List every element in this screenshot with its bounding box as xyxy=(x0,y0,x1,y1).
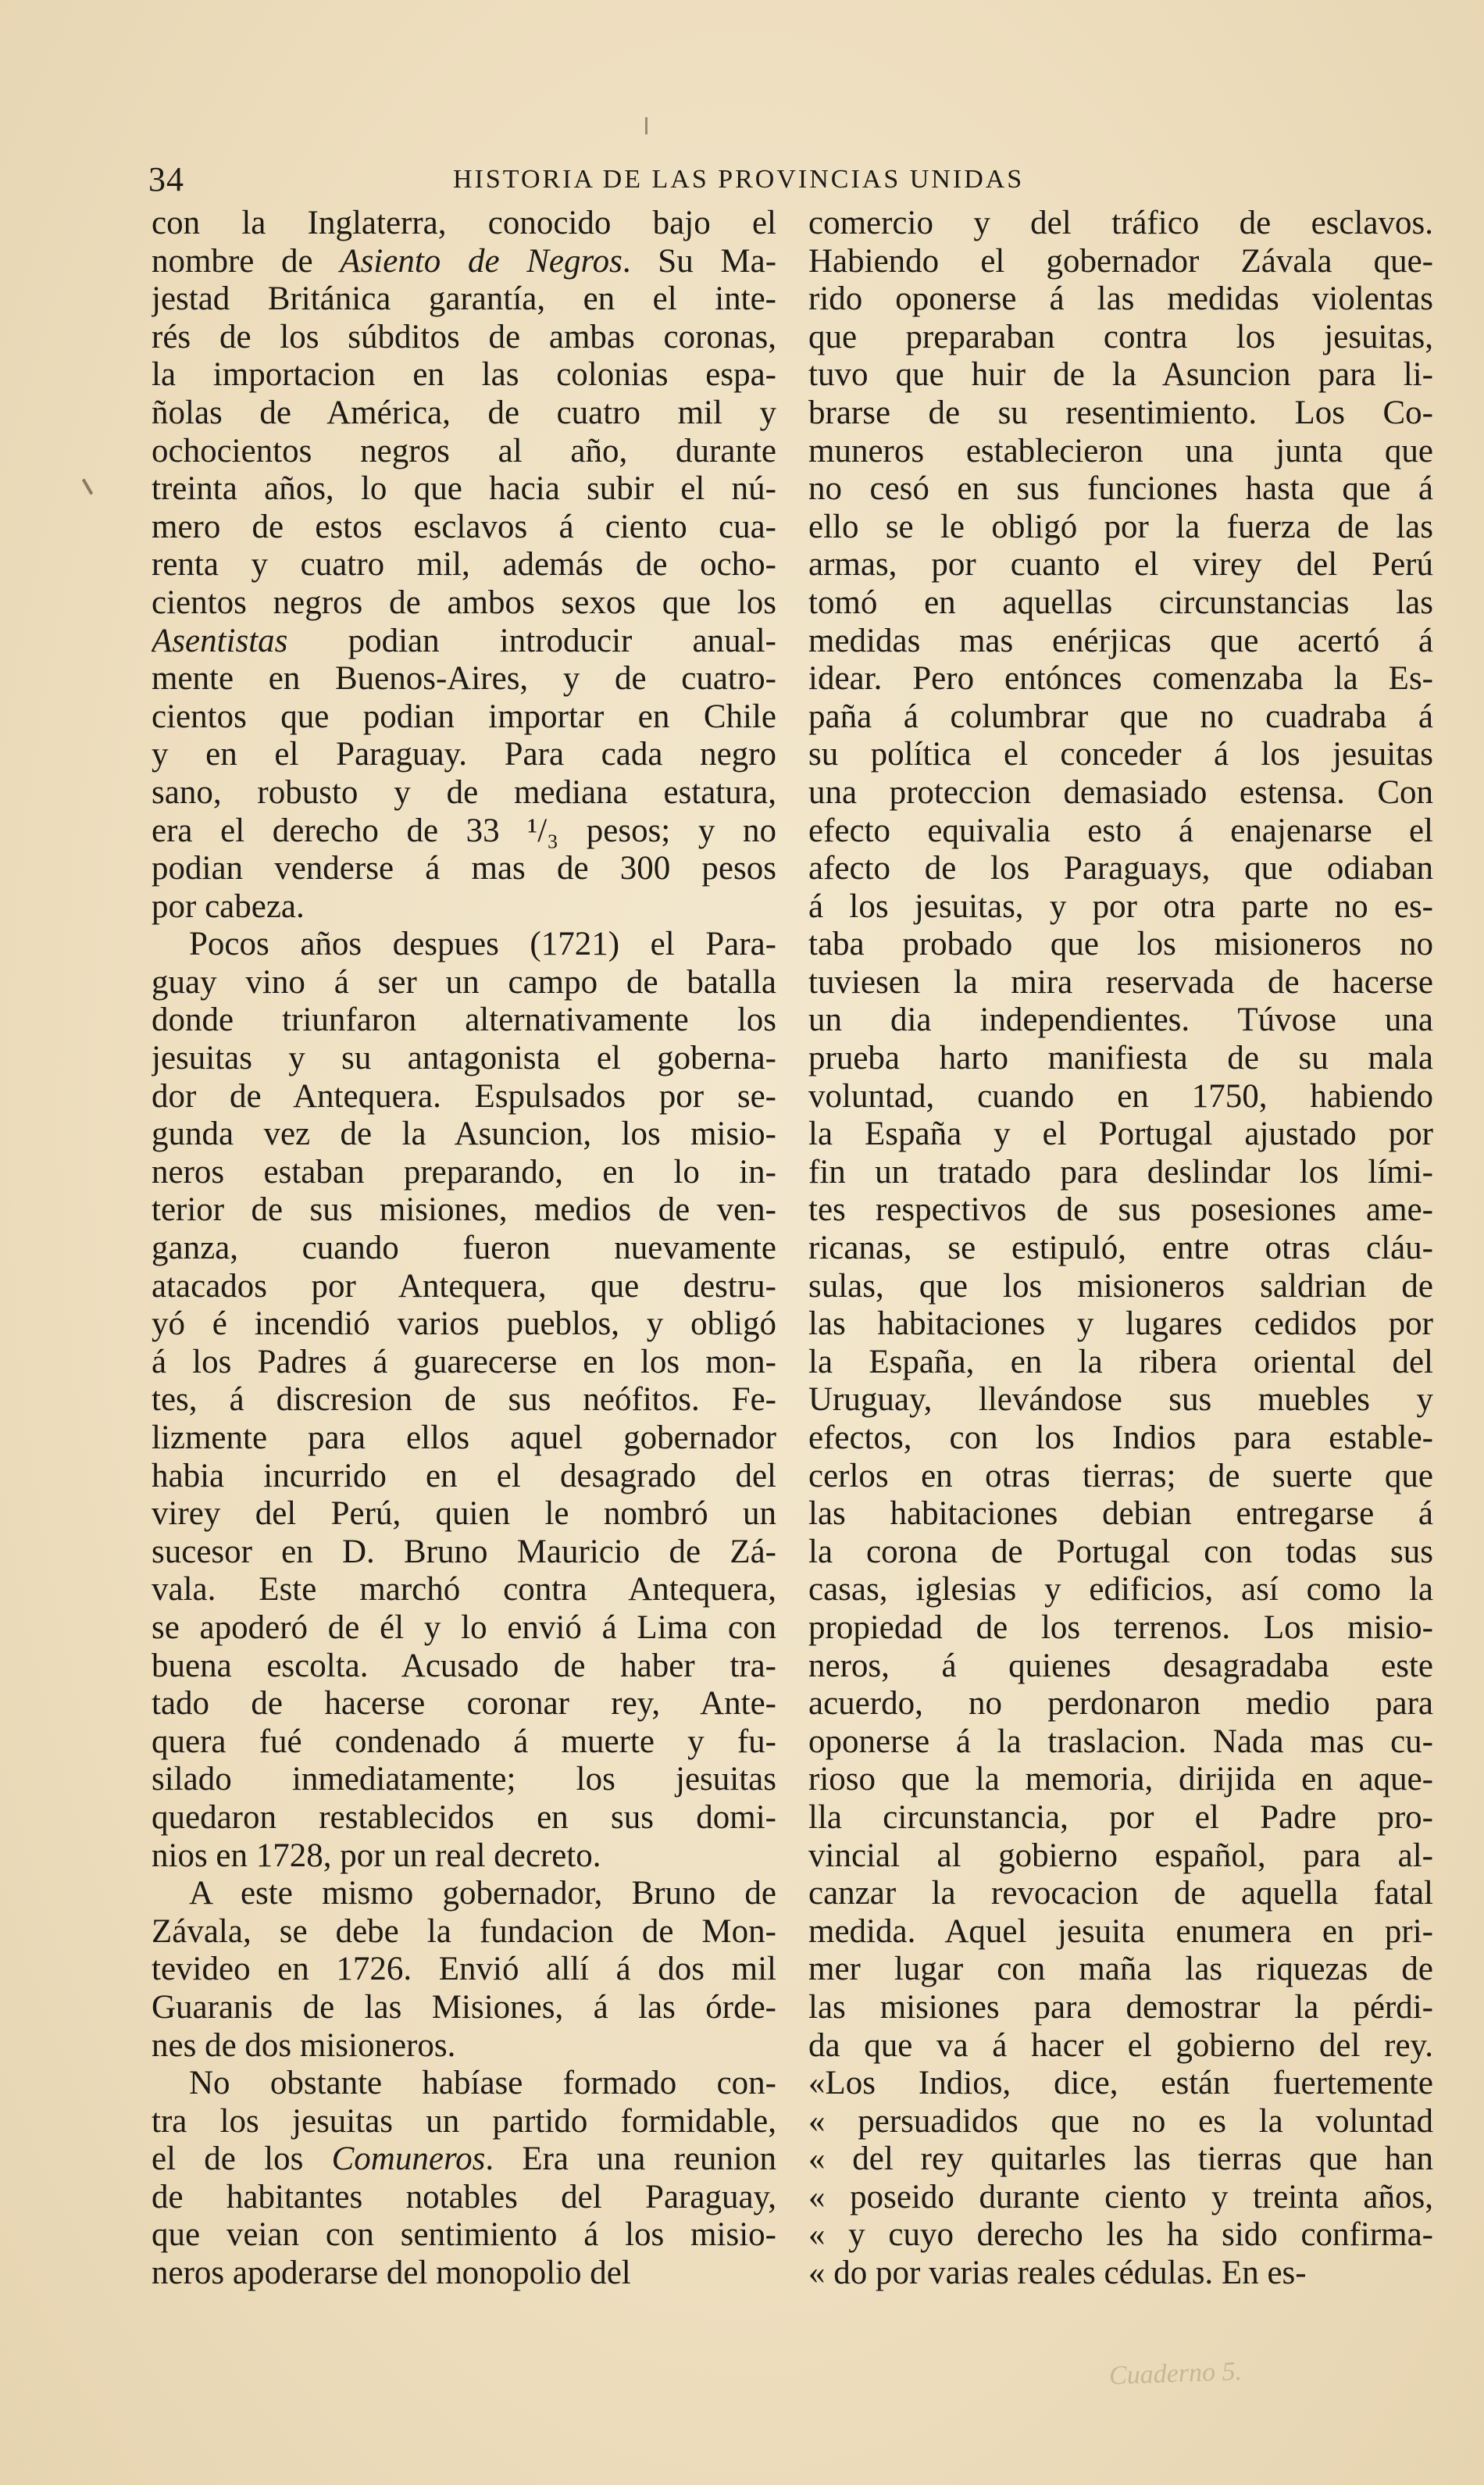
text-line: no cesó en sus funciones hasta que á xyxy=(808,470,1433,508)
text-line: vincial al gobierno español, para al- xyxy=(808,1837,1433,1874)
text-line: medida. Aquel jesuita enumera en pri- xyxy=(808,1912,1433,1950)
text-line: tado de hacerse coronar rey, Ante- xyxy=(152,1685,776,1723)
text-line: neros apoderarse del monopolio del xyxy=(152,2255,631,2292)
text-line: un dia independientes. Túvose una xyxy=(808,1001,1433,1039)
text-line: por cabeza. xyxy=(152,887,305,925)
right-text-column xyxy=(808,205,1433,2298)
text-line: buena escolta. Acusado de haber tra- xyxy=(152,1647,776,1684)
text-line: mer lugar con maña las riquezas de xyxy=(808,1951,1433,1988)
text-line: lizmente para ellos aquel gobernador xyxy=(152,1419,776,1456)
text-line: treinta años, lo que hacia subir el nú- xyxy=(152,470,776,508)
text-line: ochocientos negros al año, durante xyxy=(152,432,776,470)
text-line: tevideo en 1726. Envió allí á dos mil xyxy=(152,1951,776,1988)
text-line: las habitaciones y lugares cedidos por xyxy=(808,1305,1433,1343)
text-line: acuerdo, no perdonaron medio para xyxy=(808,1685,1433,1723)
text-line: yó é incendió varios pueblos, y obligó xyxy=(152,1305,776,1343)
text-line: «Los Indios, dice, están fuertemente xyxy=(808,2065,1433,2102)
text-line: ñolas de América, de cuatro mil y xyxy=(152,394,776,431)
text-line: nombre de Asiento de Negros. Su Ma- xyxy=(152,242,776,280)
text-line: Habiendo el gobernador Závala que- xyxy=(808,242,1433,280)
text-line: quedaron restablecidos en sus domi- xyxy=(152,1798,776,1836)
text-line: sano, robusto y de mediana estatura, xyxy=(152,773,776,811)
text-line: Asentistas podian introducir anual- xyxy=(152,622,776,659)
text-line: silado inmediatamente; los jesuitas xyxy=(152,1761,776,1798)
text-line: efectos, con los Indios para estable- xyxy=(808,1419,1433,1456)
page-header xyxy=(148,156,1429,203)
text-line: que preparaban contra los jesuitas, xyxy=(808,318,1433,355)
text-line: el de los Comuneros. Era una reunion xyxy=(152,2140,776,2178)
text-line: canzar la revocacion de aquella fatal xyxy=(808,1875,1433,1912)
text-line: tes, á discresion de sus neófitos. Fe- xyxy=(152,1381,776,1419)
text-line: ganza, cuando fueron nuevamente xyxy=(152,1230,776,1267)
text-line: quera fué condenado á muerte y fu- xyxy=(152,1723,776,1760)
text-line: virey del Perú, quien le nombró un xyxy=(152,1495,776,1533)
text-line: guay vino á ser un campo de batalla xyxy=(152,963,776,1001)
text-line: la importacion en las colonias espa- xyxy=(152,356,776,394)
text-line: No obstante habíase formado con- xyxy=(189,2065,776,2102)
text-line: Pocos años despues (1721) el Para- xyxy=(189,926,776,963)
text-line: gunda vez de la Asuncion, los misio- xyxy=(152,1116,776,1153)
text-line: jesuitas y su antagonista el goberna- xyxy=(152,1040,776,1077)
text-line: las misiones para demostrar la pérdi- xyxy=(808,1988,1433,2026)
running-head: HISTORIA DE LAS PROVINCIAS UNIDAS xyxy=(453,165,1025,194)
text-line: fin un tratado para deslindar los lími- xyxy=(808,1153,1433,1191)
text-line: terior de sus misiones, medios de ven- xyxy=(152,1191,776,1229)
text-line: prueba harto manifiesta de su mala xyxy=(808,1040,1433,1077)
text-line: taba probado que los misioneros no xyxy=(808,926,1433,963)
ink-mark xyxy=(645,117,647,134)
text-line: idear. Pero entónces comenzaba la Es- xyxy=(808,660,1433,698)
text-line: medidas mas enérjicas que acertó á xyxy=(808,622,1433,659)
text-line: ricanas, se estipuló, entre otras cláu- xyxy=(808,1230,1433,1267)
text-line: cientos negros de ambos sexos que los xyxy=(152,584,776,621)
text-line: nios en 1728, por un real decreto. xyxy=(152,1837,601,1874)
text-line: muneros establecieron una junta que xyxy=(808,432,1433,470)
text-line: casas, iglesias y edificios, así como la xyxy=(808,1571,1433,1608)
text-line: habia incurrido en el desagrado del xyxy=(152,1457,776,1494)
page-number: 34 xyxy=(148,160,184,198)
text-line: sucesor en D. Bruno Mauricio de Zá- xyxy=(152,1533,776,1570)
text-line: la corona de Portugal con todas sus xyxy=(808,1533,1433,1570)
text-line: Guaranis de las Misiones, á las órde- xyxy=(152,1988,776,2026)
text-line: tuviesen la mira reservada de hacerse xyxy=(808,963,1433,1001)
text-line: neros, á quienes desagradaba este xyxy=(808,1647,1433,1684)
text-line: cerlos en otras tierras; de suerte que xyxy=(808,1457,1433,1494)
text-line: da que va á hacer el gobierno del rey. xyxy=(808,2026,1433,2064)
text-line: « del rey quitarles las tierras que han xyxy=(808,2140,1433,2178)
text-line: que veian con sentimiento á los misio- xyxy=(152,2216,776,2254)
text-line: vala. Este marchó contra Antequera, xyxy=(152,1571,776,1608)
text-line: brarse de su resentimiento. Los Co- xyxy=(808,394,1433,431)
text-line: neros estaban preparando, en lo in- xyxy=(152,1153,776,1191)
text-line: rés de los súbditos de ambas coronas, xyxy=(152,318,776,355)
text-line: tuvo que huir de la Asuncion para li- xyxy=(808,356,1433,394)
text-line: afecto de los Paraguays, que odiaban xyxy=(808,850,1433,887)
text-line: podian venderse á mas de 300 pesos xyxy=(152,850,776,887)
text-line: propiedad de los terrenos. Los misio- xyxy=(808,1608,1433,1646)
text-line: era el derecho de 33 ¹/₃ pesos; y no xyxy=(152,812,776,849)
text-line: la España, en la ribera oriental del xyxy=(808,1343,1433,1380)
text-line: de habitantes notables del Paraguay, xyxy=(152,2178,776,2215)
text-line: oponerse á la traslacion. Nada mas cu- xyxy=(808,1723,1433,1760)
margin-mark xyxy=(82,478,93,495)
text-line: su política el conceder á los jesuitas xyxy=(808,736,1433,773)
text-line: tes respectivos de sus posesiones ame- xyxy=(808,1191,1433,1229)
text-line: mero de estos esclavos á ciento cua- xyxy=(152,508,776,545)
text-line: « y cuyo derecho les ha sido confirma- xyxy=(808,2216,1433,2254)
text-line: á los Padres á guarecerse en los mon- xyxy=(152,1343,776,1380)
text-line: efecto equivalia esto á enajenarse el xyxy=(808,812,1433,849)
text-line: á los jesuitas, y por otra parte no es- xyxy=(808,887,1433,925)
text-line: nes de dos misioneros. xyxy=(152,2026,456,2064)
text-line: y en el Paraguay. Para cada negro xyxy=(152,736,776,773)
text-line: con la Inglaterra, conocido bajo el xyxy=(152,205,776,241)
text-line: lla circunstancia, por el Padre pro- xyxy=(808,1798,1433,1836)
text-line: « do por varias reales cédulas. En es- xyxy=(808,2255,1307,2292)
text-line: mente en Buenos-Aires, y de cuatro- xyxy=(152,660,776,698)
text-line: comercio y del tráfico de esclavos. xyxy=(808,205,1433,241)
text-line: armas, por cuanto el virey del Perú xyxy=(808,546,1433,584)
text-line: paña á columbrar que no cuadraba á xyxy=(808,698,1433,735)
text-line: Závala, se debe la fundacion de Mon- xyxy=(152,1912,776,1950)
text-line: se apoderó de él y lo envió á Lima con xyxy=(152,1608,776,1646)
text-line: atacados por Antequera, que destru- xyxy=(152,1267,776,1305)
text-line: rioso que la memoria, dirijida en aque- xyxy=(808,1761,1433,1798)
left-text-column xyxy=(152,205,776,2298)
text-line: las habitaciones debian entregarse á xyxy=(808,1495,1433,1533)
text-line: rido oponerse á las medidas violentas xyxy=(808,280,1433,318)
text-line: jestad Británica garantía, en el inte- xyxy=(152,280,776,318)
text-line: voluntad, cuando en 1750, habiendo xyxy=(808,1077,1433,1115)
text-line: tomó en aquellas circunstancias las xyxy=(808,584,1433,621)
text-line: Uruguay, llevándose sus muebles y xyxy=(808,1381,1433,1419)
text-line: dor de Antequera. Espulsados por se- xyxy=(152,1077,776,1115)
text-line: donde triunfaron alternativamente los xyxy=(152,1001,776,1039)
signature-mark: Cuaderno 5. xyxy=(1108,2357,1243,2390)
text-line: una proteccion demasiado estensa. Con xyxy=(808,773,1433,811)
text-line: la España y el Portugal ajustado por xyxy=(808,1116,1433,1153)
text-line: cientos que podian importar en Chile xyxy=(152,698,776,735)
text-line: sulas, que los misioneros saldrian de xyxy=(808,1267,1433,1305)
text-line: tra los jesuitas un partido formidable, xyxy=(152,2102,776,2140)
text-line: « poseido durante ciento y treinta años, xyxy=(808,2178,1433,2215)
text-line: A este mismo gobernador, Bruno de xyxy=(189,1875,776,1912)
text-line: « persuadidos que no es la voluntad xyxy=(808,2102,1433,2140)
text-line: renta y cuatro mil, además de ocho- xyxy=(152,546,776,584)
text-line: ello se le obligó por la fuerza de las xyxy=(808,508,1433,545)
